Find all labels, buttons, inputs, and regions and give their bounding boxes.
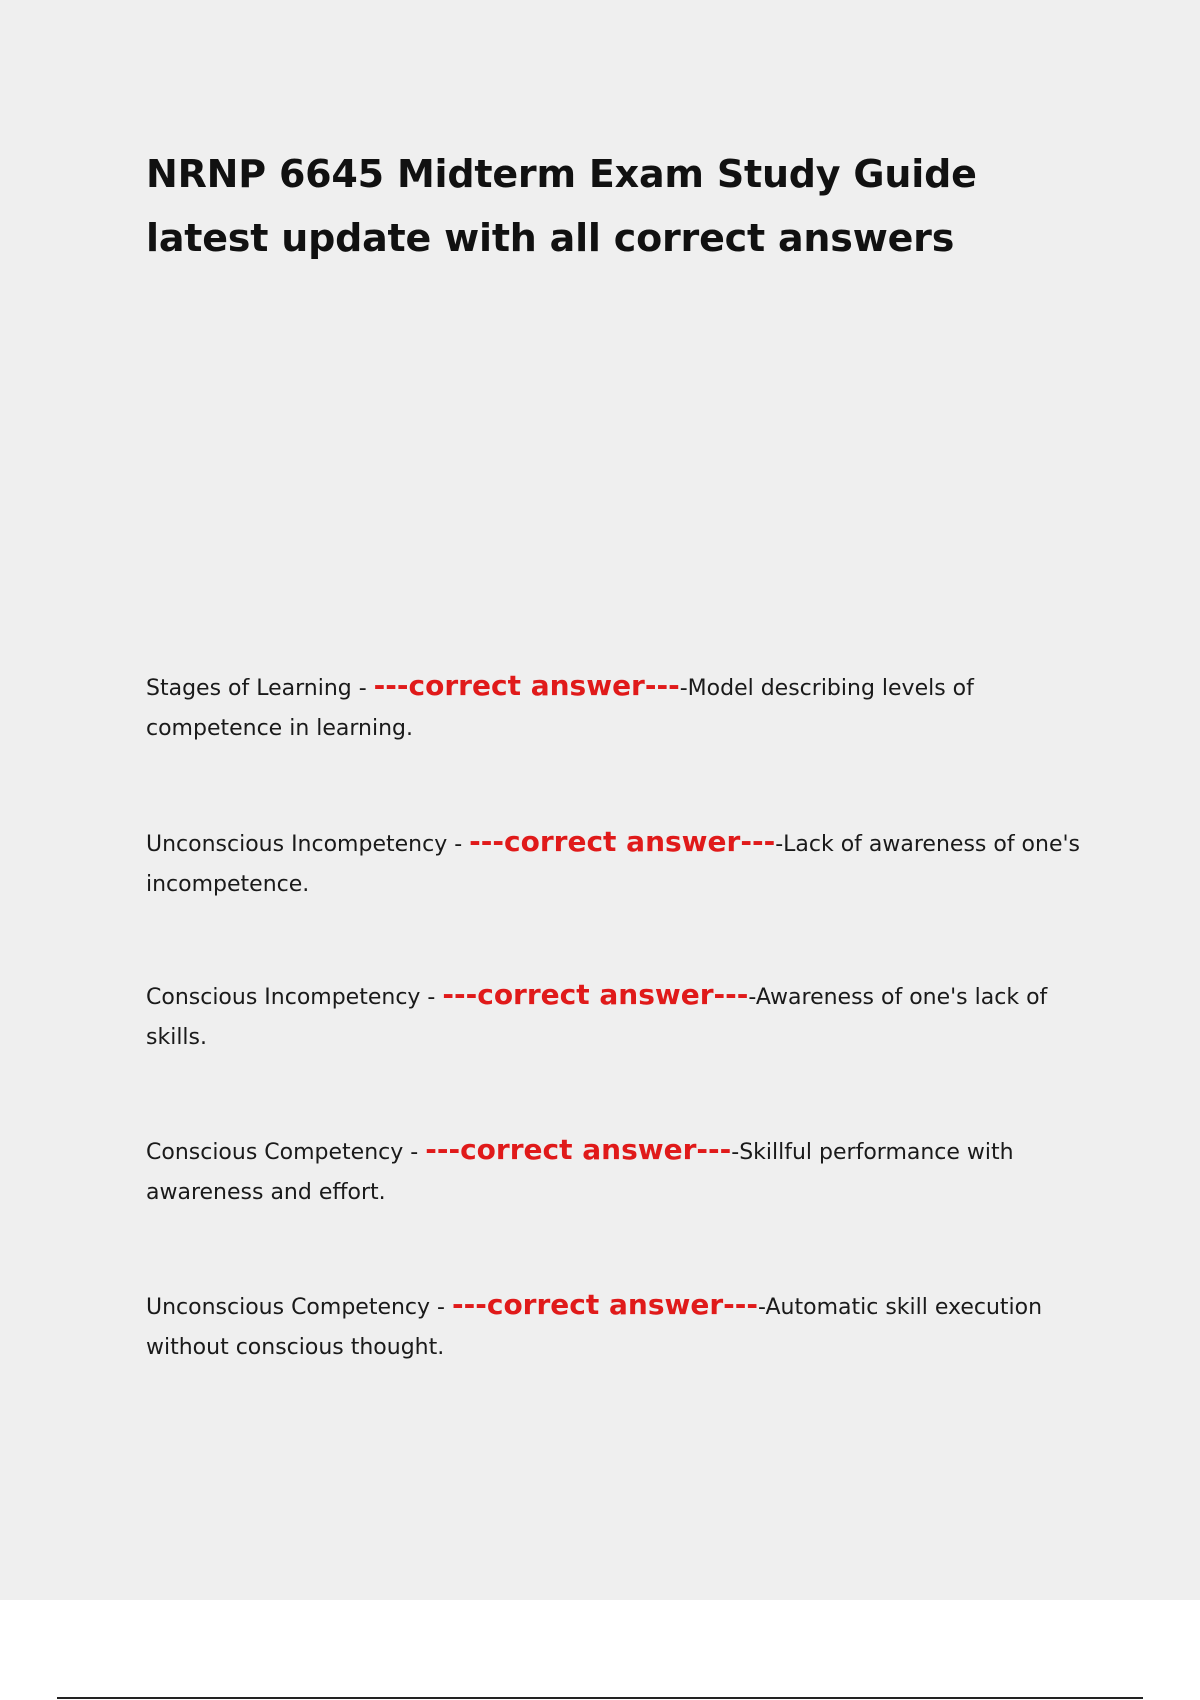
entry-term: Unconscious Competency -	[146, 1295, 452, 1320]
correct-answer-marker: ---correct answer---	[451, 1288, 759, 1321]
correct-answer-marker: ---correct answer---	[425, 1133, 732, 1166]
footer-divider	[57, 1697, 1143, 1699]
study-entry	[146, 975, 1096, 1058]
correct-answer-marker: ---correct answer---	[373, 669, 680, 702]
entry-term: Conscious Incompetency -	[146, 985, 443, 1010]
correct-answer-marker: ---correct answer---	[469, 825, 776, 858]
document-title: NRNP 6645 Midterm Exam Study Guide latest update with all correct answers	[146, 152, 977, 260]
study-entry	[146, 1285, 1096, 1368]
entry-definition: -Awareness of one's lack of skills.	[146, 985, 1048, 1050]
correct-answer-marker: ---correct answer---	[442, 978, 749, 1011]
entry-definition: -Skillful performance with awareness and effort.	[146, 1140, 1014, 1205]
entry-definition: -Automatic skill execution without conscious thought.	[146, 1295, 1043, 1360]
study-entry	[146, 666, 1096, 749]
entry-term: Conscious Competency -	[146, 1140, 426, 1165]
entry-term: Stages of Learning -	[146, 676, 374, 701]
study-entry	[146, 1130, 1096, 1213]
study-entry	[146, 822, 1096, 905]
entry-definition: -Model describing levels of competence in learning.	[146, 676, 974, 741]
entry-definition: -Lack of awareness of one's incompetence.	[146, 832, 1081, 897]
entry-term: Unconscious Incompetency -	[146, 832, 470, 857]
